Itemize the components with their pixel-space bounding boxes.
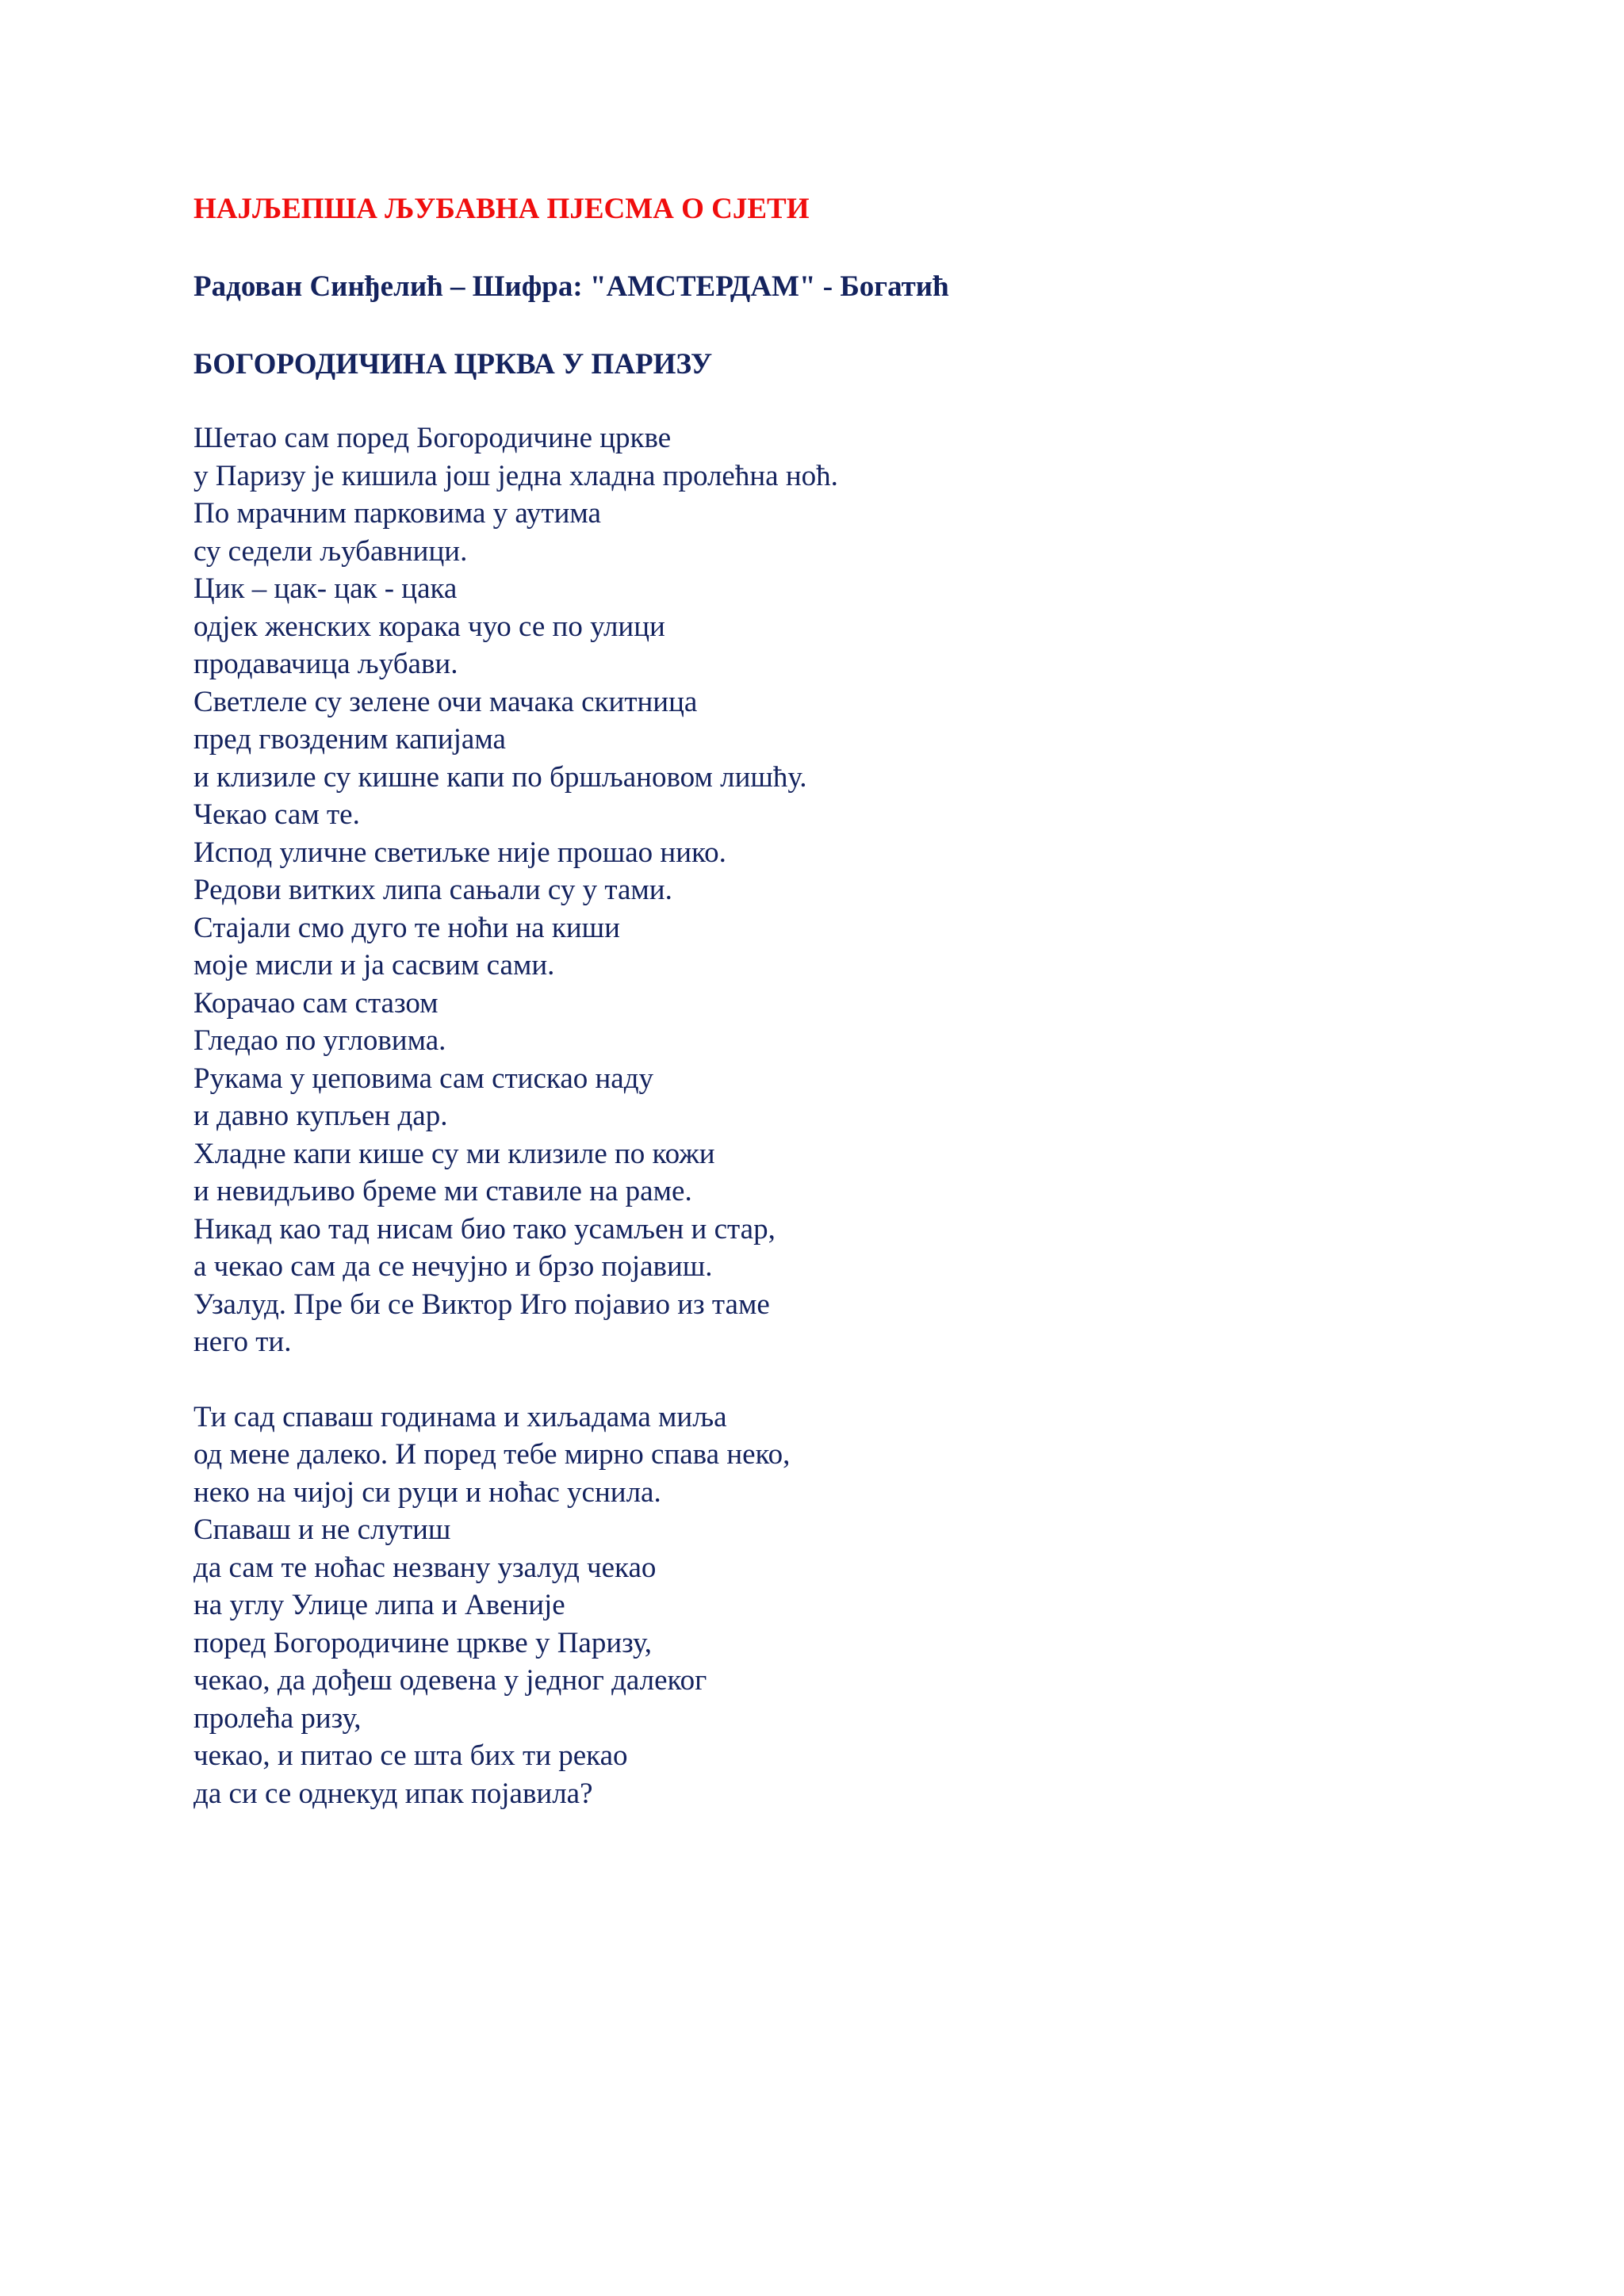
- poem-line: чекао, и питао се шта бих ти рекао: [193, 1739, 628, 1772]
- poem-line: Ти сад спаваш годинама и хиљадама миља: [193, 1400, 727, 1433]
- poem-line: на углу Улице липа и Авеније: [193, 1589, 565, 1621]
- poem-line: Хладне капи кише су ми клизиле по кожи: [193, 1137, 715, 1170]
- poem-title: БОГОРОДИЧИНА ЦРКВА У ПАРИЗУ: [193, 348, 713, 381]
- poem-line: Гледао по угловима.: [193, 1024, 446, 1057]
- poem-line: Цик – цак- цак - цака: [193, 572, 458, 605]
- poem-line: пред гвозденим капијама: [193, 723, 506, 756]
- poem-line: Светлеле су зелене очи мачака скитница: [193, 685, 698, 718]
- poem-line: Шетао сам поред Богородичине цркве: [193, 422, 672, 454]
- poem-line: и клизиле су кишне капи по бршљановом лишћу.: [193, 760, 807, 794]
- poem-line: чекао, да дођеш одевена у једног далеког: [193, 1664, 707, 1697]
- author-line: Радован Синђелић – Шифра: "АМСТЕРДАМ" - Богатић: [193, 270, 949, 303]
- poem-stanza-1: [193, 419, 1542, 1361]
- poem-line: и невидљиво бреме ми ставиле на раме.: [193, 1175, 692, 1207]
- poem-line: одјек женских корака чуо се по улици: [193, 610, 665, 643]
- poem-line: а чекао сам да се нечујно и брзо појавиш.: [193, 1250, 713, 1283]
- poem-line: пролећа ризу,: [193, 1701, 362, 1735]
- poem-line: и давно купљен дар.: [193, 1100, 448, 1132]
- poem-stanza-2: [193, 1399, 1542, 1813]
- poem-line: него ти.: [193, 1326, 292, 1358]
- poem-line: су седели љубавници.: [193, 534, 468, 568]
- poem-line: Спаваш и не слутиш: [193, 1513, 451, 1546]
- document-content: [193, 190, 1542, 1812]
- poem-line: Узалуд. Пре би се Виктор Иго појавио из таме: [193, 1288, 770, 1321]
- poem-line: неко на чијој си руци и ноћас уснила.: [193, 1475, 661, 1509]
- poem-line: Стајали смо дуго те ноћи на киши: [193, 911, 620, 944]
- poem-line: продавачица љубави.: [193, 648, 458, 680]
- document-heading: НАЈЉЕПША ЉУБАВНА ПЈЕСМА О СЈЕТИ: [193, 193, 810, 225]
- poem-line: Редови витких липа сањали су у тами.: [193, 874, 672, 906]
- poem-line: Никад као тад нисам био тако усамљен и стар,: [193, 1212, 776, 1246]
- poem-line: поред Богородичине цркве у Паризу,: [193, 1626, 653, 1659]
- poem-line: у Паризу је кишила још једна хладна пролећна ноћ.: [193, 459, 838, 492]
- poem-line: По мрачним парковима у аутима: [193, 497, 601, 530]
- poem-line: Чекао сам те.: [193, 798, 360, 831]
- poem-line: Корачао сам стазом: [193, 986, 439, 1020]
- poem-line: да сам те ноћас незвану узалуд чекао: [193, 1551, 657, 1584]
- poem-line: од мене далеко. И поред тебе мирно спава неко,: [193, 1438, 791, 1471]
- poem-line: да си се однекуд ипак појавила?: [193, 1777, 593, 1810]
- poem-line: Испод уличне светиљке није прошао нико.: [193, 836, 726, 869]
- poem-line: Рукама у џеповима сам стискао наду: [193, 1062, 654, 1095]
- poem-line: моје мисли и ја сасвим сами.: [193, 949, 555, 982]
